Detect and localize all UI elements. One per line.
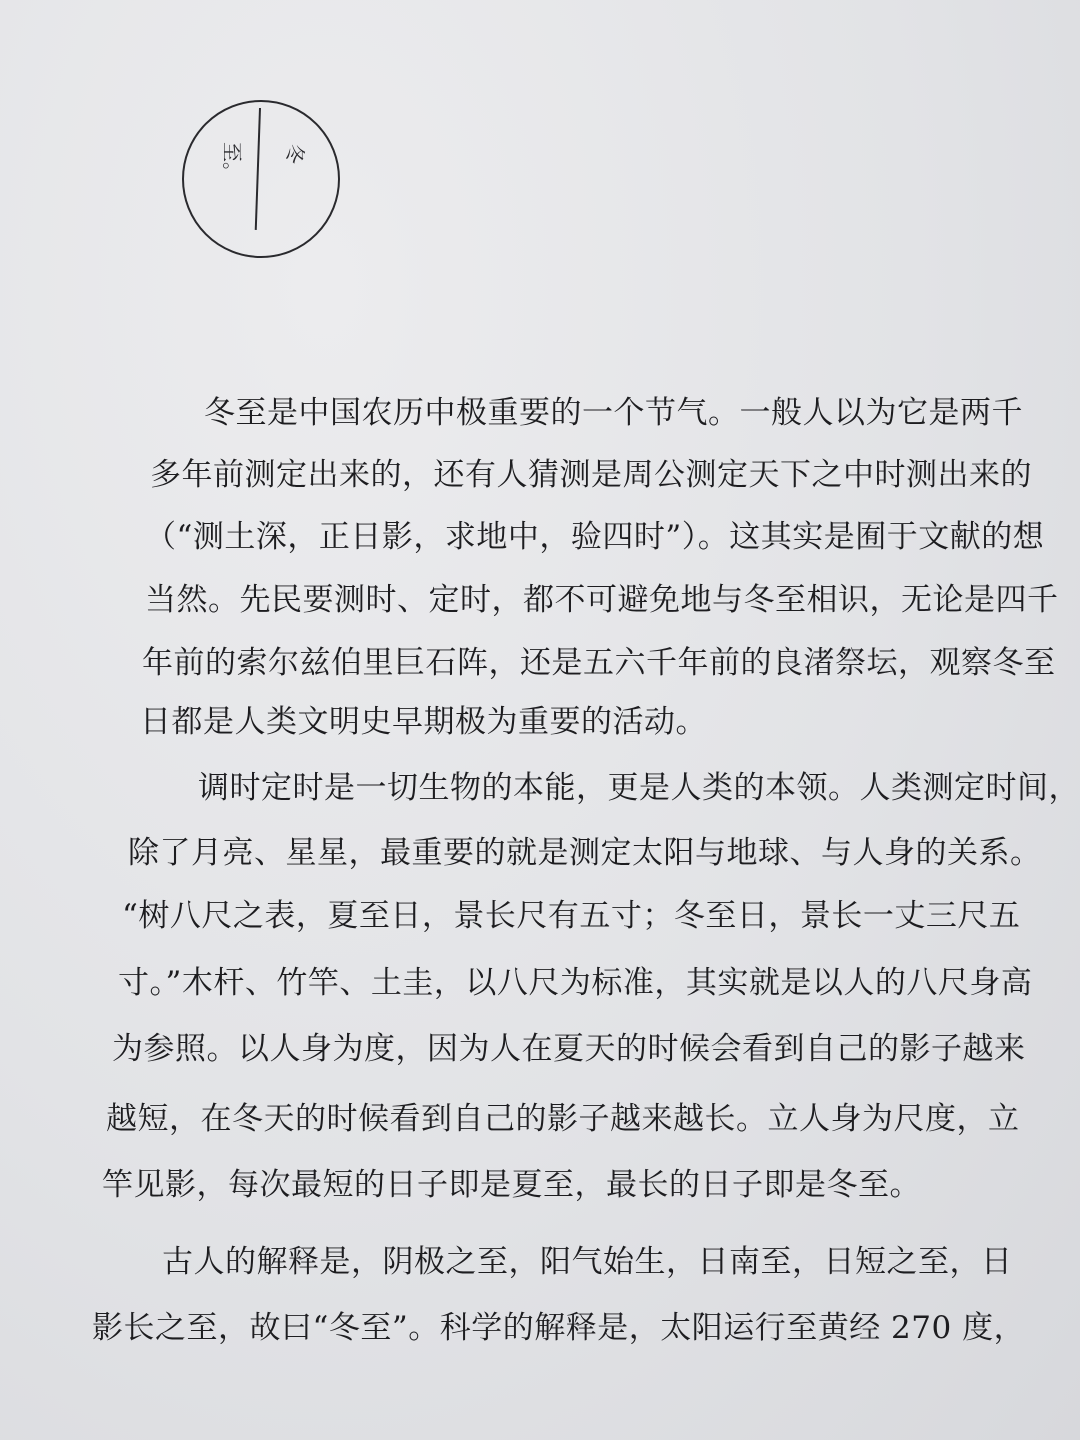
text-line: 冬至是中国农历中极重要的一个节气。一般人以为它是两千	[204, 395, 1023, 431]
emblem-char-zhi: 至。	[220, 142, 244, 182]
text-line: 越短，在冬天的时候看到自己的影子越来越长。立人身为尺度，立	[106, 1101, 1020, 1137]
text-line: 日都是人类文明史早期极为重要的活动。	[140, 704, 707, 740]
text-line: 调时定时是一切生物的本能，更是人类的本领。人类测定时间，	[198, 770, 1080, 806]
text-line: 影长之至，故曰“冬至”。科学的解释是，太阳运行至黄经 270 度，	[92, 1310, 1026, 1346]
text-line: 古人的解释是，阴极之至，阳气始生，日南至，日短之至，日	[162, 1244, 1013, 1280]
text-line: 多年前测定出来的，还有人猜测是周公测定天下之中时测出来的	[150, 457, 1032, 493]
text-line: 竿见影，每次最短的日子即是夏至，最长的日子即是冬至。	[102, 1167, 921, 1203]
text-line: 年前的索尔兹伯里巨石阵，还是五六千年前的良渚祭坛，观察冬至	[142, 645, 1056, 681]
text-line: 寸。”木杆、竹竿、土圭，以八尺为标准，其实就是以人的八尺身高	[118, 965, 1033, 1001]
text-line: “树八尺之表，夏至日，景长尺有五寸；冬至日，景长一丈三尺五	[122, 898, 1021, 934]
emblem-char-dong: 冬	[283, 144, 307, 164]
text-line: 除了月亮、星星，最重要的就是测定太阳与地球、与人身的关系。	[128, 835, 1042, 871]
text-line: （“测土深，正日影，求地中，验四时”）。这其实是囿于文献的想	[145, 519, 1045, 555]
text-line: 当然。先民要测时、定时，都不可避免地与冬至相识，无论是四千	[145, 582, 1059, 618]
text-line: 为参照。以人身为度，因为人在夏天的时候会看到自己的影子越来	[112, 1031, 1026, 1067]
